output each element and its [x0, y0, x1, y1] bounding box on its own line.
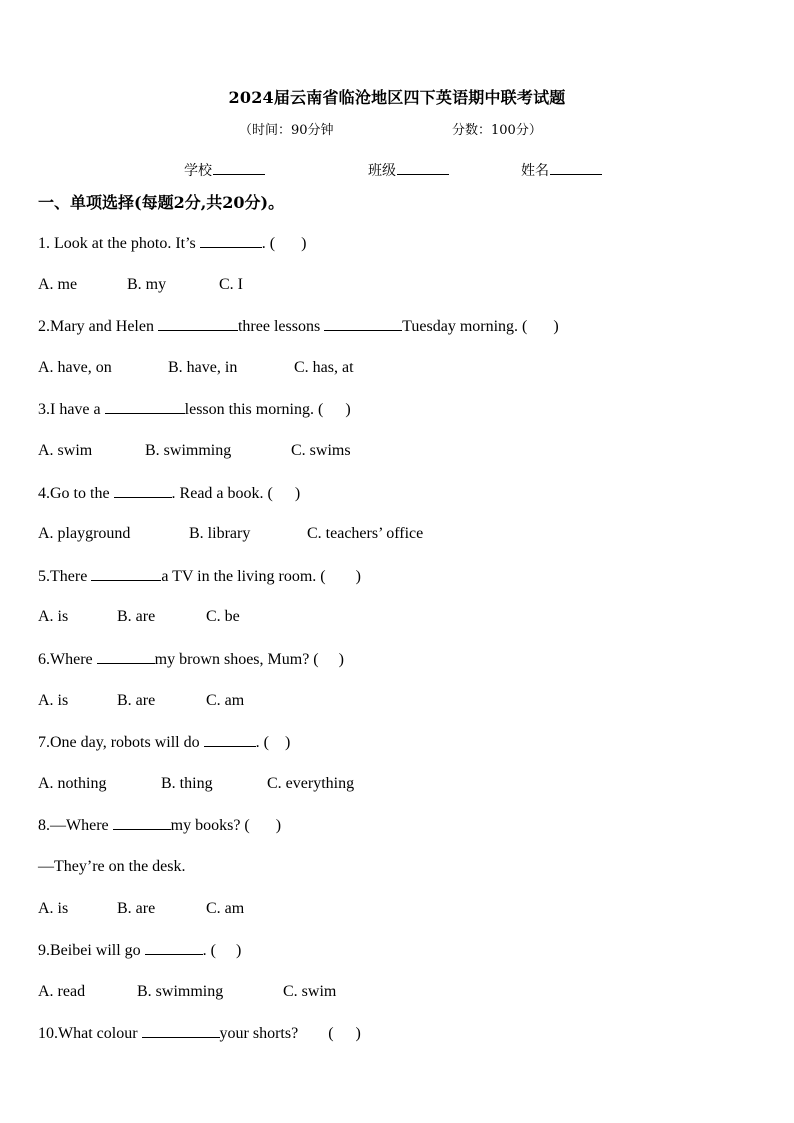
question-stem: 2.Mary and Helen three lessons Tuesday morning. ( )	[38, 314, 758, 356]
option: A. swim	[38, 441, 93, 459]
answer-blank	[158, 314, 238, 331]
option-row	[38, 980, 758, 1022]
exam-time: （时间：90分钟	[239, 123, 334, 138]
option: C. am	[206, 899, 245, 917]
option: A. playground	[38, 525, 131, 543]
option: B. thing	[161, 774, 213, 792]
option-row	[38, 356, 758, 398]
answer-blank	[142, 1021, 220, 1038]
option: B. swimming	[137, 982, 224, 1000]
class-blank	[397, 160, 449, 175]
option: B. swimming	[145, 441, 232, 459]
section-heading: 一、单项选择(每题2分,共20分)。	[38, 193, 285, 212]
option: C. I	[219, 275, 243, 293]
school-label: 学校	[184, 163, 212, 179]
option-row	[38, 522, 758, 564]
answer-blank	[200, 231, 262, 248]
option: C. swim	[283, 982, 337, 1000]
question-stem: 4.Go to the . Read a book. ( )	[38, 481, 758, 523]
question-stem: 3.I have a lesson this morning. ( )	[38, 397, 758, 439]
class-label: 班级	[368, 163, 396, 179]
answer-blank	[97, 647, 155, 664]
question-stem: 8.—Where my books? ( )	[38, 813, 758, 855]
option: A. have, on	[38, 358, 112, 376]
answer-blank	[113, 813, 171, 830]
page-title: 2024届云南省临沧地区四下英语期中联考试题	[228, 88, 566, 107]
answer-blank	[145, 938, 203, 955]
school-blank	[213, 160, 265, 175]
question-stem: 10.What colour your shorts? ( )	[38, 1021, 758, 1063]
name-label: 姓名	[521, 163, 549, 179]
option: B. my	[127, 275, 167, 293]
name-blank	[550, 160, 602, 175]
question-stem: 5.There a TV in the living room. ( )	[38, 564, 758, 606]
option: A. read	[38, 982, 86, 1000]
option-row	[38, 897, 758, 939]
school-field	[184, 160, 265, 180]
question-stem: 9.Beibei will go . ( )	[38, 938, 758, 980]
option-row	[38, 273, 758, 315]
question-list	[38, 231, 758, 1063]
option-row	[38, 605, 758, 647]
option: B. have, in	[168, 358, 238, 376]
option: B. library	[189, 525, 251, 543]
option: B. are	[117, 691, 156, 709]
option: A. is	[38, 899, 69, 917]
option: C. be	[206, 608, 240, 626]
answer-blank	[324, 314, 402, 331]
option: C. everything	[267, 774, 355, 792]
question-stem: 1. Look at the photo. It’s . ( )	[38, 231, 758, 273]
question-reply: —They’re on the desk.	[38, 857, 186, 875]
option-row	[38, 689, 758, 731]
option: A. is	[38, 608, 69, 626]
option: B. are	[117, 608, 156, 626]
question-stem: 6.Where my brown shoes, Mum? ( )	[38, 647, 758, 689]
answer-blank	[105, 397, 185, 414]
answer-blank	[204, 730, 256, 747]
class-field	[368, 160, 449, 180]
option: A. nothing	[38, 774, 107, 792]
answer-blank	[91, 564, 161, 581]
option: C. teachers’ office	[307, 525, 424, 543]
option-row	[38, 439, 758, 481]
option: C. am	[206, 691, 245, 709]
option: C. has, at	[294, 358, 354, 376]
option: A. is	[38, 691, 69, 709]
option: B. are	[117, 899, 156, 917]
option: A. me	[38, 275, 78, 293]
exam-score: 分数：100分）	[452, 123, 542, 138]
answer-blank	[114, 481, 172, 498]
option-row	[38, 772, 758, 814]
name-field	[521, 160, 602, 180]
question-stem: 7.One day, robots will do . ( )	[38, 730, 758, 772]
option: C. swims	[291, 441, 351, 459]
